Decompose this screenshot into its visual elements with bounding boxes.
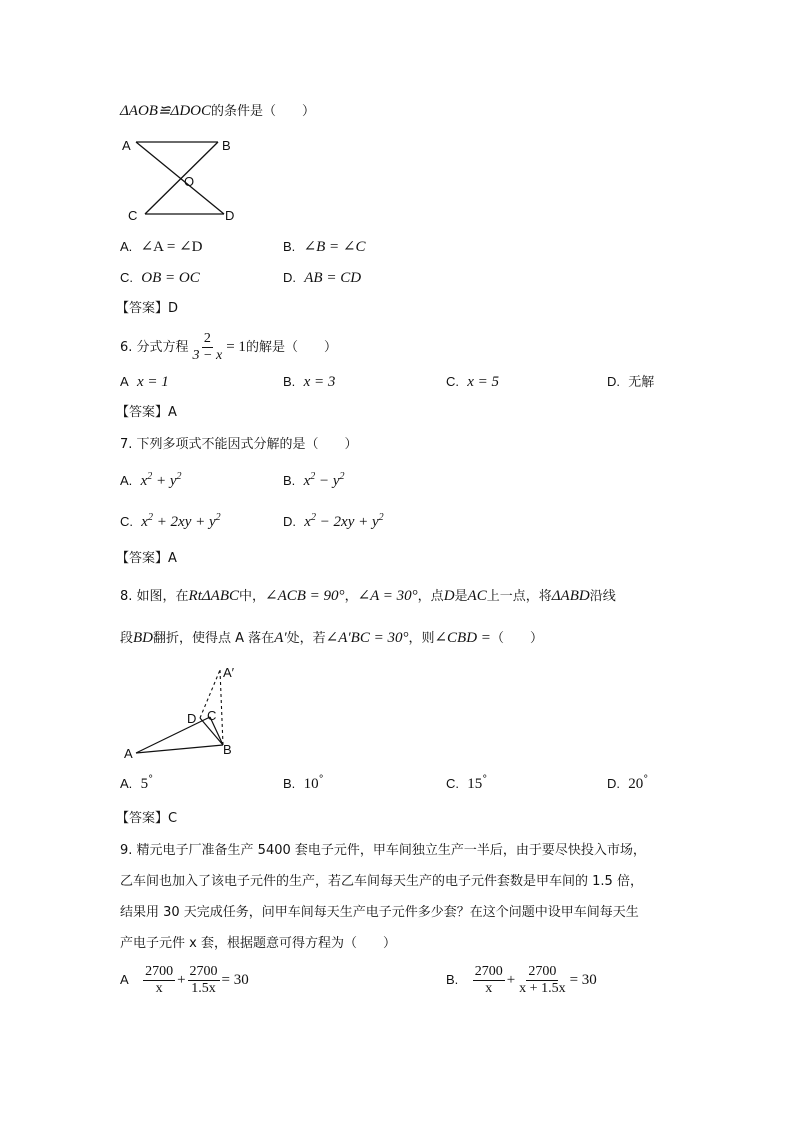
- q6-option-c: C. x = 5: [446, 374, 500, 390]
- q5-stem-text: 的条件是（ ）: [211, 104, 316, 119]
- q6-option-a: A x = 1: [120, 374, 169, 390]
- q5-label-o: O: [184, 174, 195, 189]
- q5-label-a: A: [122, 138, 131, 153]
- q5-option-d: D. AB = CD: [283, 270, 362, 286]
- q9-line-1: 9. 精元电子厂准备生产 5400 套电子元件，甲车间独立生产一半后，由于要尽快投入市场，: [120, 843, 646, 858]
- q5-congruence: ΔAOB≌ΔDOC: [120, 103, 212, 119]
- q8-option-c: C. 15°: [446, 774, 488, 792]
- q8-label-d: D: [187, 711, 197, 726]
- q7-option-d: D. $x^2 - 2xy + y^2$: [283, 512, 384, 530]
- q9-option-b: B. $\frac{2700}{x}$ + $\frac{2700}{x + 1.5x}$ = 30: [446, 964, 597, 996]
- q7-option-a: A. $x^2 + y^2$: [120, 471, 182, 489]
- q7-answer: 【答案】A: [116, 551, 177, 566]
- q6-option-b: B. x = 3: [283, 374, 336, 390]
- q9-line-2: 乙车间也加入了该电子元件的生产，若乙车间每天生产的电子元件套数是甲车间的 1.5 倍，: [120, 874, 643, 889]
- q7-stem: 7. 下列多项式不能因式分解的是（ ）: [120, 437, 358, 452]
- q5-figure: [118, 132, 248, 227]
- q8-option-b: B. 10°: [283, 774, 324, 792]
- q8-line-2: 段BD翻折，使得点 A 落在A′处，若∠A′BC = 30°，则∠CBD =（ ）: [120, 630, 543, 646]
- q5-answer: 【答案】D: [116, 301, 179, 316]
- q5-label-c: C: [128, 208, 138, 223]
- q8-label-a-prime: A′: [223, 665, 235, 680]
- q7-option-b: B. $x^2 - y^2$: [283, 471, 345, 489]
- q5-option-c: C. OB = OC: [120, 270, 200, 286]
- q5-option-b: B. ∠B = ∠C: [283, 239, 366, 255]
- q8-answer: 【答案】C: [116, 811, 178, 826]
- q6-stem: 6. 分式方程 $\frac{2}{3 - x}$ = 1的解是（ ）: [120, 331, 337, 363]
- q8-option-a: A. 5°: [120, 774, 154, 792]
- q6-fraction: $\frac{2}{3 - x}$: [192, 331, 223, 363]
- q8-label-a: A: [124, 746, 133, 761]
- q5-option-a: A. ∠A = ∠D: [120, 239, 203, 255]
- q5-stem: [120, 101, 315, 122]
- q9-option-a: A $\frac{2700}{x}$ + $\frac{2700}{1.5x}$ = 30: [120, 964, 249, 996]
- q9-line-3: 结果用 30 天完成任务，问甲车间每天生产电子元件多少套？在这个问题中设甲车间每天生: [120, 905, 639, 920]
- q8-figure: [118, 662, 248, 762]
- q8-label-b: B: [223, 742, 232, 757]
- q6-answer: 【答案】A: [116, 405, 177, 420]
- q5-label-b: B: [222, 138, 231, 153]
- q9-line-4: 产电子元件 x 套，根据题意可得方程为（ ）: [120, 936, 396, 951]
- q5-label-d: D: [225, 208, 235, 223]
- q7-option-c: C. $x^2 + 2xy + y^2$: [120, 512, 221, 530]
- q6-option-d: D. 无解: [607, 374, 655, 390]
- q8-label-c: C: [207, 708, 217, 723]
- q8-line-1: 8. 如图，在RtΔABC中，∠ACB = 90°，∠A = 30°，点D是AC上一点，将ΔABD沿线: [120, 588, 616, 604]
- q8-option-d: D. 20°: [607, 774, 649, 792]
